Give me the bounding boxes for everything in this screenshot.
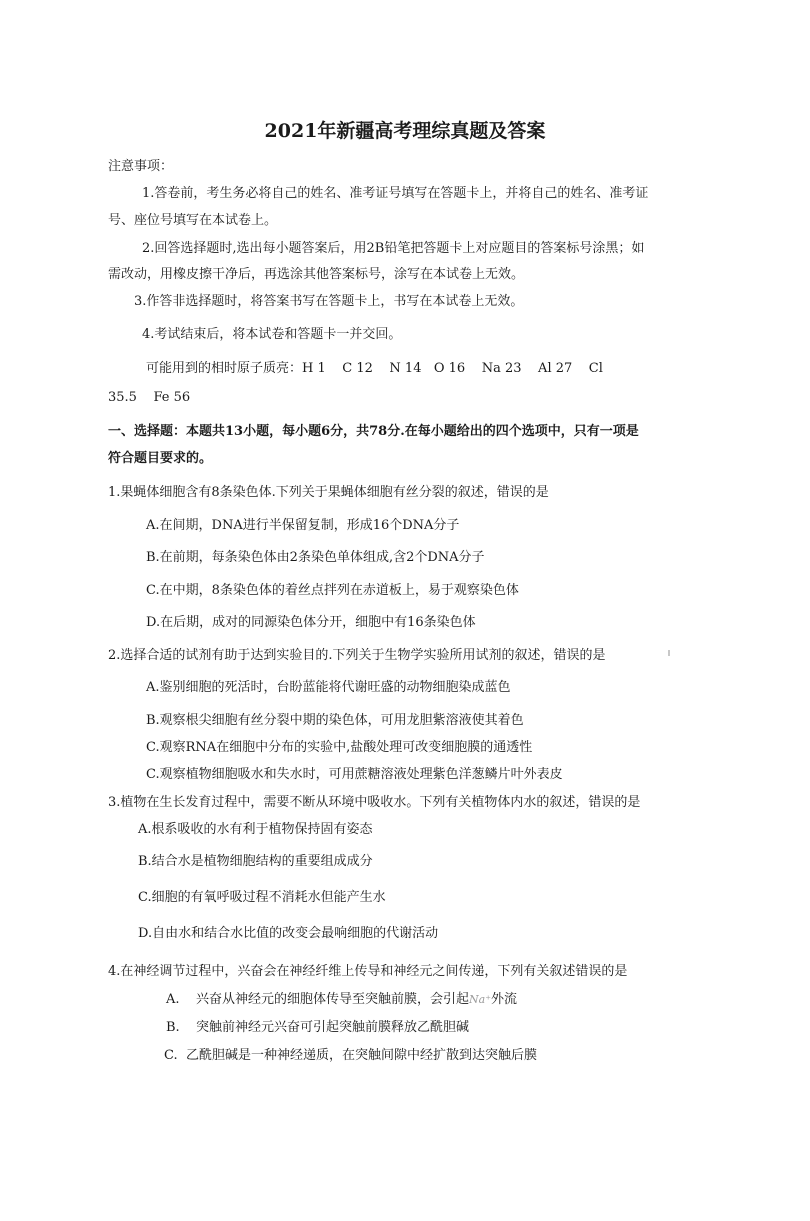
q3-option-c: C.细胞的有氧呼吸过程不消耗水但能产生水	[138, 890, 386, 905]
sodium-ion: Na⁺	[469, 993, 492, 1006]
q1-option-b: B.在前期，每条染色体由2条染色单体组成,含2个DNA分子	[146, 550, 485, 565]
notice-heading: 注意事项：	[108, 159, 174, 174]
q4-option-a-text: 兴奋从神经元的细胞体传导至突触前膜，会引起	[196, 992, 470, 1007]
q1-option-c: C.在中期，8条染色体的着丝点拌列在赤道板上，易于观察染色体	[146, 583, 519, 598]
notice-item-3: 3.作答非选择题时，将答案书写在答题卡上，书写在本试卷上无效。	[134, 294, 524, 309]
q4-stem: 4.在神经调节过程中，兴奋会在神经纤维上传导和神经元之间传递，下列有关叙述错误的是	[108, 964, 628, 979]
q4-option-b-label: B.	[166, 1020, 180, 1035]
notice-item-2: 2.回答选择题时,选出每小题答案后，用2B铅笔把答题卡上对应题目的答案标号涂黑；如	[142, 241, 645, 256]
q4-option-a-tail: 外流	[491, 992, 518, 1007]
scan-mark	[668, 650, 670, 656]
notice-item-1-cont: 号、座位号填写在本试卷上。	[108, 213, 278, 228]
q4-option-c-label: C.	[164, 1048, 178, 1063]
q2-option-d: C.观察植物细胞吸水和失水时，可用蔗糖溶液处理紫色洋葱鳞片叶外表皮	[146, 767, 563, 782]
q1-stem: 1.果蝇体细胞含有8条染色体.下列关于果蝇体细胞有丝分裂的叙述，错误的是	[108, 485, 549, 500]
q4-option-a-label: A.	[166, 992, 180, 1007]
q4-option-a	[196, 991, 517, 1009]
atomic-masses: 可能用到的相时原子质亮：H 1 C 12 N 14 O 16 Na 23 Al 27 Cl	[146, 361, 603, 376]
notice-item-4: 4.考试结束后，将本试卷和答题卡一并交回。	[142, 327, 402, 342]
q4-option-c: 乙酰胆碱是一种神经递质，在突触间隙中经扩散到达突触后膜	[186, 1048, 538, 1063]
q2-option-a: A.鉴别细胞的死活时，台盼蓝能将代谢旺盛的动物细胞染成蓝色	[146, 680, 511, 695]
q2-stem: 2.选择合适的试剂有助于达到实验目的.下列关于生物学实验所用试剂的叙述，错误的是	[108, 648, 606, 663]
notice-item-2-cont: 需改动，用橡皮擦干净后，再选涂其他答案标号，涂写在本试卷上无效。	[108, 267, 525, 282]
q3-option-b: B.结合水是植物细胞结构的重要组成成分	[138, 854, 373, 869]
q2-option-b: B.观察根尖细胞有丝分裂中期的染色体，可用龙胆紫溶液使其着色	[146, 713, 524, 728]
page-title: 2021年新疆高考理综真题及答案	[264, 120, 546, 142]
notice-item-1: 1.答卷前，考生务必将自己的姓名、准考证号填写在答题卡上，并将自己的姓名、准考证	[142, 186, 649, 201]
section-heading-cont: 符合题目要求的。	[108, 451, 213, 466]
q3-option-a: A.根系吸收的水有利于植物保持固有姿态	[138, 822, 373, 837]
section-heading: 一、选择题：本题共13小题，每小题6分，共78分.在每小题给出的四个选项中，只有一项是	[108, 424, 639, 439]
q3-option-d: D.自由水和结合水比值的改变会最响细胞的代谢活动	[138, 926, 439, 941]
q4-option-b: 突触前神经元兴奋可引起突触前膜释放乙酰胆碱	[196, 1020, 470, 1035]
q3-stem: 3.植物在生长发育过程中，需要不断从环境中吸收水。下列有关植物体内水的叙述，错误的是	[108, 795, 641, 810]
atomic-masses-cont: 35.5 Fe 56	[108, 390, 191, 405]
q1-option-d: D.在后期，成对的同源染色体分开，细胞中有16条染色体	[146, 615, 476, 630]
q2-option-c: C.观察RNA在细胞中分布的实验中,盐酸处理可改变细胞膜的通透性	[146, 740, 533, 755]
q1-option-a: A.在间期，DNA进行半保留复制，形成16个DNA分子	[146, 518, 460, 533]
